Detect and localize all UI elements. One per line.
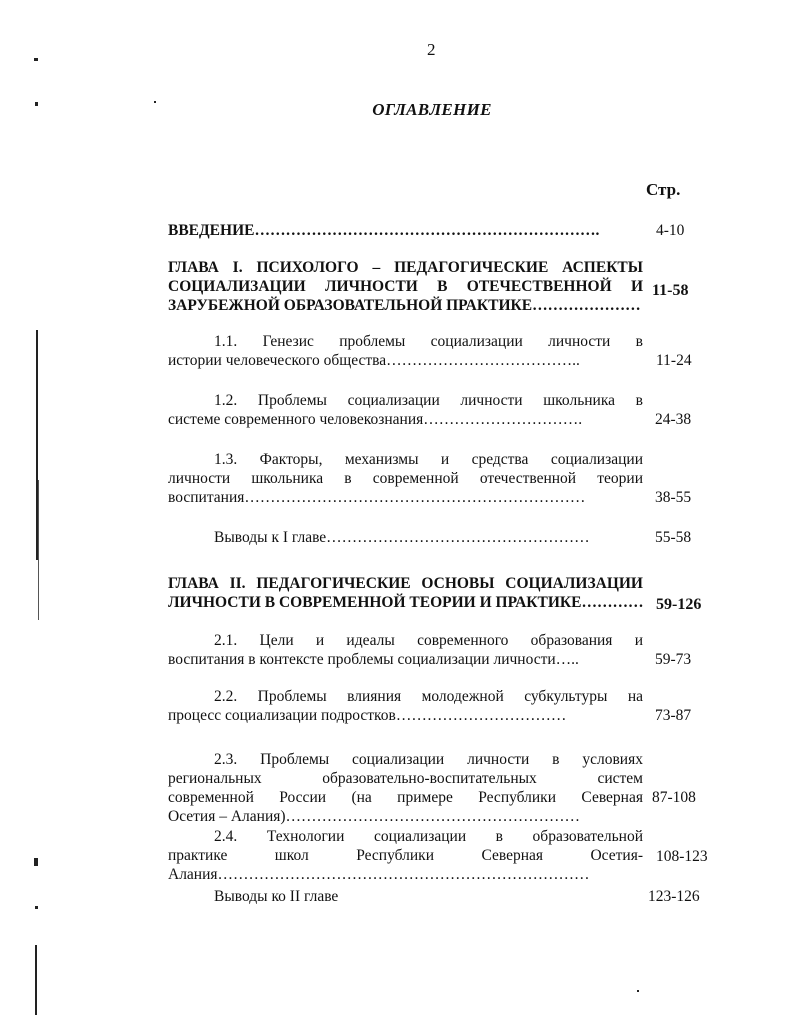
scan-mark: [35, 906, 38, 909]
toc-entry-introduction: [168, 221, 643, 240]
toc-entry-line: личности школьника в современной отечественной теории: [168, 470, 643, 487]
toc-entry-line: 1.3. Факторы, механизмы и средства социализации: [214, 451, 643, 468]
toc-entry-pages: 73-87: [655, 707, 692, 724]
toc-entry-line: практике школ Республики Северная Осетия-: [168, 847, 643, 864]
toc-entry-line: Алания………………………………………………………………: [168, 866, 590, 883]
toc-entry-pages: 123-126: [648, 888, 700, 905]
scan-mark: [34, 58, 38, 61]
toc-entry-pages: 38-55: [655, 489, 692, 506]
toc-entry-pages: 24-38: [655, 411, 692, 428]
pages-column-header: Стр.: [646, 180, 681, 199]
toc-entry-line: Выводы ко II главе: [214, 888, 339, 905]
toc-entry-section-1-1: [168, 332, 643, 370]
toc-entry-line: ГЛАВА II. ПЕДАГОГИЧЕСКИЕ ОСНОВЫ СОЦИАЛИЗАЦИИ: [168, 575, 643, 592]
page-title: ОГЛАВЛЕНИЕ: [372, 100, 492, 119]
toc-entry-chapter-1: [168, 258, 643, 315]
toc-entry-line: ВВЕДЕНИЕ………………………………………………………….: [168, 222, 600, 239]
toc-entry-conclusions-1: [168, 528, 643, 547]
toc-entry-pages: 11-58: [652, 282, 689, 299]
toc-entry-line: 2.4. Технологии социализации в образовательной: [214, 828, 643, 845]
toc-entry-chapter-2: [168, 574, 643, 612]
toc-entry-pages: 59-126: [656, 596, 702, 613]
toc-entry-line: воспитания…………………………………………………………: [168, 489, 586, 506]
toc-entry-conclusions-2: [168, 887, 643, 906]
toc-entry-line: воспитания в контексте проблемы социализации личности…..: [168, 651, 579, 668]
toc-entry-section-2-1: [168, 631, 643, 669]
scan-mark: [34, 858, 38, 866]
toc-entry-section-1-2: [168, 391, 643, 429]
toc-entry-line: истории человеческого общества………………………………..: [168, 352, 580, 369]
toc-entry-section-2-2: [168, 687, 643, 725]
toc-entry-pages: 87-108: [652, 789, 696, 806]
toc-entry-line: процесс социализации подростков……………………………: [168, 707, 567, 724]
scan-binding-line: [35, 945, 37, 1015]
toc-entry-line: 1.1. Генезис проблемы социализации личности в: [214, 333, 643, 350]
toc-entry-line: Выводы к I главе……………………………………………: [214, 529, 590, 546]
toc-entry-line: Осетия – Алания)…………………………………………………: [168, 808, 581, 825]
toc-entry-line: системе современного человекознания………………………….: [168, 411, 583, 428]
toc-entry-line: современной России (на примере Республики Северная: [168, 789, 643, 806]
toc-entry-pages: 11-24: [656, 352, 692, 369]
toc-entry-line: региональных образовательно-воспитательных систем: [168, 770, 643, 787]
scan-binding-line: [38, 480, 39, 620]
toc-entry-pages: 59-73: [655, 651, 692, 668]
toc-entry-line: 1.2. Проблемы социализации личности школьника в: [214, 392, 643, 409]
toc-entry-line: ЗАРУБЕЖНОЙ ОБРАЗОВАТЕЛЬНОЙ ПРАКТИКЕ…………………: [168, 297, 641, 314]
toc-entry-line: 2.1. Цели и идеалы современного образования и: [214, 632, 643, 649]
scan-mark: [154, 101, 156, 103]
toc-entry-pages: 4-10: [656, 222, 685, 239]
scan-mark: [637, 990, 639, 992]
toc-entry-section-1-3: [168, 450, 643, 507]
toc-entry-line: 2.2. Проблемы влияния молодежной субкультуры на: [214, 688, 643, 705]
toc-entry-line: ГЛАВА I. ПСИХОЛОГО – ПЕДАГОГИЧЕСКИЕ АСПЕКТЫ: [168, 259, 643, 276]
scan-mark: [35, 102, 38, 106]
toc-entry-pages: 108-123: [656, 848, 708, 865]
toc-entry-section-2-3: [168, 750, 643, 826]
page-number: 2: [427, 40, 436, 59]
toc-entry-section-2-4: [168, 827, 643, 884]
toc-entry-pages: 55-58: [655, 529, 692, 546]
toc-entry-line: СОЦИАЛИЗАЦИИ ЛИЧНОСТИ В ОТЕЧЕСТВЕННОЙ И: [168, 278, 643, 295]
toc-entry-line: ЛИЧНОСТИ В СОВРЕМЕННОЙ ТЕОРИИ И ПРАКТИКЕ…………: [168, 594, 643, 611]
toc-entry-line: 2.3. Проблемы социализации личности в условиях: [214, 751, 643, 768]
